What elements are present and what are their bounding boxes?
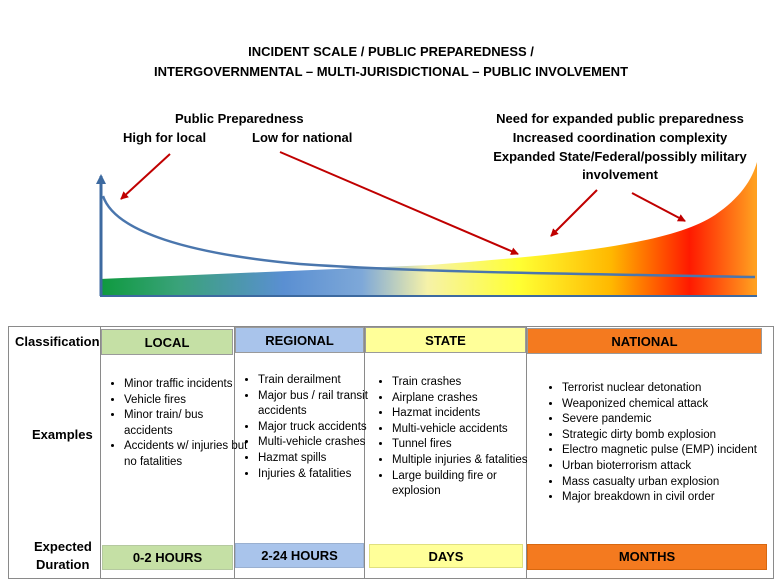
list-item: • Train crashes: [392, 375, 542, 391]
vertical-axis-arrowhead: [96, 174, 106, 184]
list-item: • Airplane crashes: [392, 391, 542, 407]
list-item: • Injuries & fatalities: [258, 467, 382, 483]
list-item: • Accidents w/ injuries but no fatalities: [124, 439, 252, 470]
list-item: • Major bus / rail transit accidents: [258, 389, 382, 420]
duration-row-label-line2: Duration: [36, 557, 90, 572]
list-item: • Mass casualty urban explosion: [562, 475, 782, 491]
public-preparedness-label: Public Preparedness: [175, 111, 304, 126]
involvement-label: involvement: [582, 167, 658, 182]
column-divider: [100, 326, 101, 579]
column-header-state: STATE: [365, 327, 526, 353]
list-item: • Terrorist nuclear detonation: [562, 381, 782, 397]
list-item: • Strategic dirty bomb explosion: [562, 428, 782, 444]
examples-list-local: [102, 377, 252, 471]
duration-local: 0-2 HOURS: [102, 545, 233, 570]
arrow-expanded-yellow: [551, 190, 597, 236]
arrow-expanded-red: [632, 193, 685, 221]
list-item: • Multi-vehicle accidents: [392, 422, 542, 438]
column-header-national: NATIONAL: [527, 328, 762, 354]
classification-row-label: Classification: [15, 334, 100, 349]
list-item: • Weaponized chemical attack: [562, 397, 782, 413]
table-bottom-border: [8, 578, 774, 579]
list-item: • Severe pandemic: [562, 412, 782, 428]
diagram-title-line2: INTERGOVERNMENTAL – MULTI-JURISDICTIONAL – PUBLIC INVOLVEMENT: [153, 64, 629, 79]
examples-list-national: [540, 381, 782, 506]
list-item: • Large building fire or explosion: [392, 469, 542, 500]
examples-list-regional: [236, 373, 382, 482]
diagram-title-line1: INCIDENT SCALE / PUBLIC PREPAREDNESS /: [248, 44, 534, 59]
list-item: • Multiple injuries & fatalities: [392, 453, 542, 469]
duration-row-label-line1: Expected: [34, 539, 92, 554]
list-item: • Minor traffic incidents: [124, 377, 252, 393]
list-item: • Multi-vehicle crashes: [258, 435, 382, 451]
duration-regional: 2-24 HOURS: [235, 543, 364, 568]
examples-list-state: [370, 375, 542, 500]
list-item: • Vehicle fires: [124, 393, 252, 409]
list-item: • Major breakdown in civil order: [562, 490, 782, 506]
list-item: • Urban bioterrorism attack: [562, 459, 782, 475]
table-left-border: [8, 326, 9, 579]
list-item: • Train derailment: [258, 373, 382, 389]
column-header-local: LOCAL: [101, 329, 233, 355]
coordination-complexity-label: Increased coordination complexity: [512, 130, 728, 145]
expanded-preparedness-label: Need for expanded public preparedness: [496, 111, 744, 126]
examples-row-label: Examples: [32, 427, 93, 442]
duration-national: MONTHS: [527, 544, 767, 570]
list-item: • Electro magnetic pulse (EMP) incident: [562, 443, 782, 459]
list-item: • Tunnel fires: [392, 437, 542, 453]
list-item: • Minor train/ bus accidents: [124, 408, 252, 439]
list-item: • Major truck accidents: [258, 420, 382, 436]
high-for-local-label: High for local: [123, 130, 207, 145]
list-item: • Hazmat spills: [258, 451, 382, 467]
duration-state: DAYS: [369, 544, 523, 568]
expanded-involvement-label: Expanded State/Federal/possibly military: [493, 149, 747, 164]
column-header-regional: REGIONAL: [235, 327, 364, 353]
list-item: • Hazmat incidents: [392, 406, 542, 422]
low-for-national-label: Low for national: [252, 130, 353, 145]
arrow-high-local: [121, 154, 170, 199]
arrow-low-national: [280, 152, 518, 254]
